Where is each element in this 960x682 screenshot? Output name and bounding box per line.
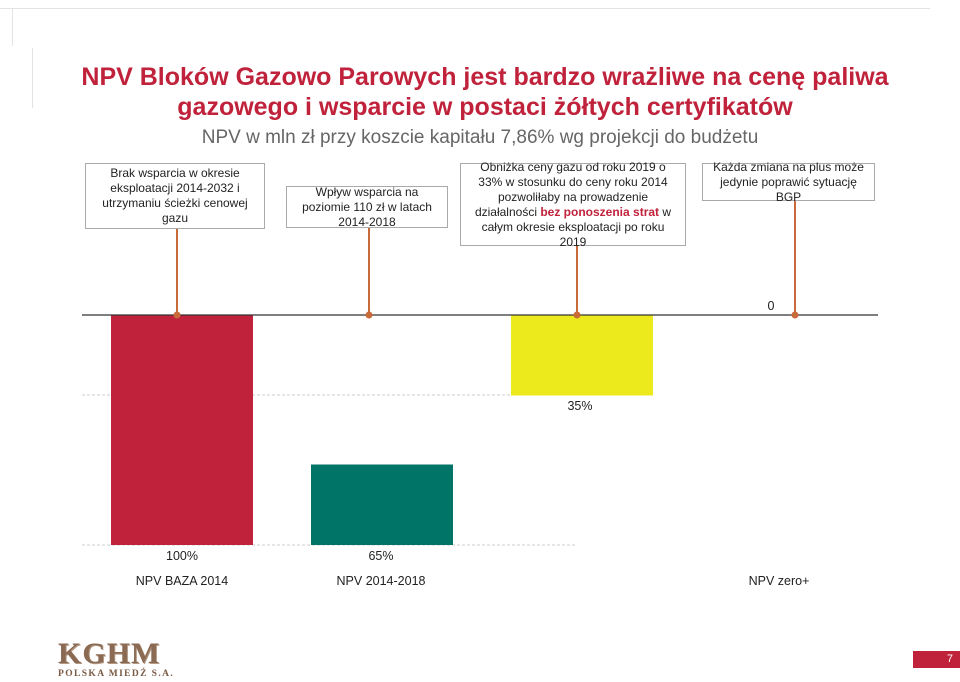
callout-gas-price-part2: w całym okresie eksploatacji po roku 2019 bbox=[481, 204, 672, 249]
value-label-2: 65% bbox=[368, 549, 394, 563]
callout-gas-price-part1: Obniżka ceny gazu od roku 2019 o 33% w stosunku do ceny roku 2014 pozwoliłaby na prowadzenie działalności bbox=[474, 159, 668, 219]
slide-subtitle: NPV w mln zł przy koszcie kapitału 7,86% wg projekcji do budżetu bbox=[201, 127, 759, 148]
bar-2 bbox=[311, 465, 453, 546]
connector-dot-1 bbox=[174, 312, 181, 319]
slide-title-line2: gazowego i wsparcie w postaci żółtych certyfikatów bbox=[177, 93, 793, 121]
value-label-1: 100% bbox=[166, 549, 198, 563]
bar-1 bbox=[111, 315, 253, 545]
page-number: 7 bbox=[913, 651, 960, 668]
callout-positive-change-text: Każda zmiana na plus może jedynie poprawić sytuację BGP bbox=[713, 159, 864, 204]
callout-no-support-text: Brak wsparcia w okresie eksploatacji 2014-2032 i utrzymaniu ścieżki cenowej gazu bbox=[102, 166, 248, 225]
category-label-4: NPV zero+ bbox=[748, 574, 810, 588]
kghm-logo bbox=[58, 637, 176, 679]
connector-dot-4 bbox=[792, 312, 799, 319]
bar-3 bbox=[511, 315, 653, 396]
callout-support-impact-text: Wpływ wsparcia na poziomie 110 zł w latach 2014-2018 bbox=[302, 184, 432, 229]
category-label-2: NPV 2014-2018 bbox=[336, 574, 426, 588]
category-label-1: NPV BAZA 2014 bbox=[135, 574, 229, 588]
value-label-4: 0 bbox=[767, 299, 775, 313]
logo-main-text: KGHM bbox=[58, 637, 161, 670]
callout-gas-price-highlight: bez ponoszenia strat bbox=[540, 204, 660, 219]
logo-sub-text: POLSKA MIEDŹ S.A. bbox=[58, 669, 175, 679]
value-label-3: 35% bbox=[567, 399, 593, 413]
connector-dot-2 bbox=[366, 312, 373, 319]
slide-title-line1: NPV Bloków Gazowo Parowych jest bardzo wrażliwe na cenę paliwa bbox=[81, 63, 889, 91]
connector-dot-3 bbox=[574, 312, 581, 319]
